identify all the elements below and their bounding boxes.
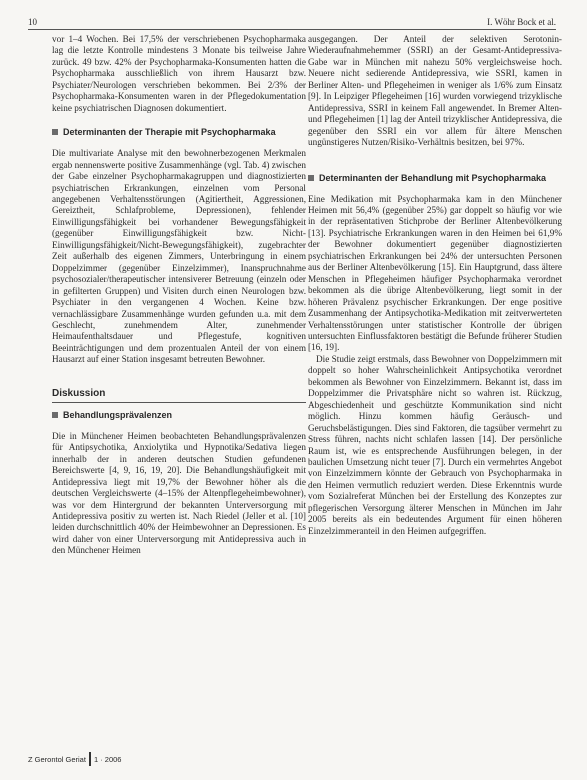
right-column <box>308 34 562 537</box>
paragraph: Die multivariate Analyse mit den bewohnerbezogenen Merkmalen ergab nennenswerte positive Zusammenhänge (vgl. Tab. 4) zwischen der Gabe einzelner Psychopharmakagruppen und diagnostizierten psychiatrischen Erkrankungen, einzelnen vom Personal angegebenen Verhaltensstörungen (Agitiertheit, Aggressionen, Gereiztheit, Schlafprobleme, Depressionen), fehlender Einwilligungsfähigkeit bei vorhandener Bewegungsfähigkeit (gegenüber Einwilligungsfähigkeit bzw. Nicht-Einwilligungsfähigkeit/Nicht-Bewegungsfähigkeit), zugebrachter Zeit außerhalb des eigenen Zimmers, Unterbringung in einem Doppelzimmer (gegenüber Einzelzimmer), Inanspruchnahme psychosozialer/therapeutischer intensiverer Betreuung (einzeln oder in gefilterten Gruppen) und Visiten durch einen Neurologen bzw. Psychiater in den vergangenen 4 Wochen. Keine bzw. vernachlässigbare Zusammenhänge wurden gefunden u.a. mit dem Geschlecht, zunehmendem Alter, zunehmender Heimaufenthaltsdauer und Pflegestufe, kognitiven Beeinträchtigungen und dem prozentualen Anteil der von einem Hausarzt auf einer Station insgesamt betreuten Bewohner. <box>52 148 306 365</box>
paragraph: Die Studie zeigt erstmals, dass Bewohner von Doppelzimmern mit doppelt so hoher Wahrscheinlichkeit Antipsychotika verordnet bekommen als Bewohner von Einzelzimmern. Bekannt ist, dass im Doppelzimmer die Privatsphäre nicht so wahren ist. Rückzug, Abgeschiedenheit und geschützte Kommunikation sind nicht möglich. Hinzu kommen häufig Geräusch- und Geruchsbelästigungen. Dies sind Faktoren, die tagsüber vermehrt zu Stress führen, nachts nicht schlafen lassen [14]. Der persönliche Raum ist, wie es entsprechende Ausführungen belegen, in der baulichen Umsetzung nicht teuer [7]. Durch ein vermehrtes Angebot von Einzelzimmern könnte der Gebrauch von Psychopharmaka in den Heimen vermutlich reduziert werden. Diese Erkenntnis wurde vom Sozialreferat München bei der Erstellung des Konzeptes zur pflegerischen Versorgung älterer Menschen in München im Jahr 2005 bereits als ein bedeutendes Argument für einen höheren Einzelzimmeranteil in den Heimen aufgegriffen. <box>308 353 562 536</box>
paragraph: ausgegangen. Der Anteil der selektiven Serotonin-Wiederaufnahmehemmer (SSRI) an der Gesamt-Antidepressiva-Gabe war in München mit nahezu 50% vergleichsweise hoch. Neuere nicht sedierende Antidepressiva, wie SSRI, kamen in Berliner Alten- und Pflegeheimen in weniger als 1/6% zum Einsatz [9]. In Leipziger Pflegeheimen [16] wurden vorwiegend trizyklische Antidepressiva, SSRI in keinem Fall angewendet. In Bremer Alten- und Pflegeheimen [1] lag der Anteil trizyklischer Antidepressiva, die gegenüber den SSRI ein vor allem für ältere Menschen ungünstigeres Nutzen/Risiko-Verhältnis besitzen, bei 97%. <box>308 34 562 148</box>
section-square-icon <box>52 129 58 135</box>
section-heading <box>52 127 306 138</box>
running-header-authors: I. Wöhr Bock et al. <box>487 17 556 27</box>
footer-bar <box>89 752 91 766</box>
section-heading-text: Determinanten der Therapie mit Psychopharmaka <box>63 127 276 138</box>
header-rule <box>28 29 556 30</box>
paragraph: vor 1–4 Wochen. Bei 17,5% der verschriebenen Psychopharmaka lag die letzte Kontrolle mindestens 3 Monate bis teilweise Jahre zurück. 49 bzw. 42% der Psychopharmaka-Konsumenten hatten die Psychopharmaka ausschließlich von ihrem Hausarzt bzw. Psychiater/Neurologen verschrieben bekommen. Bei 2/3% der Psychopharmaka-Konsumenten waren in der Pflegedokumentation keine psychiatrischen Diagnosen dokumentiert. <box>52 34 306 113</box>
journal-name: Z Gerontol Geriat <box>28 754 86 764</box>
section-square-icon <box>52 412 58 418</box>
footer <box>28 752 121 766</box>
section-heading <box>308 173 562 184</box>
journal-issue: 1 · 2006 <box>93 754 122 764</box>
section-heading <box>52 410 306 421</box>
page-number: 10 <box>28 17 37 27</box>
left-column <box>52 34 306 557</box>
paragraph: Die in Münchener Heimen beobachteten Behandlungsprävalenzen für Antipsychotika, Anxiolytika und Hypnotika/Sedativa liegen innerhalb der in anderen deutschen Studien gefundenen Bereichswerte [4, 9, 16, 19, 20]. Die Behandlungshäufigkeit mit Antidepressiva liegt mit 19,7% der Bewohner höher als die deutschen Vergleichswerte (4–15% der Altenpflegeheimbewohner), was vor dem Hintergrund der bekannten Unterversorgung mit Antidepressiva positiv zu werten ist. Nach Riedel (Jeller et al. [10] leiden durchschnittlich 40% der Heimbewohner an Depressionen. Es wird daher von einer Unterversorgung mit Antidepressiva auch in den Münchener Heimen <box>52 430 306 556</box>
main-heading: Diskussion <box>52 388 306 403</box>
section-square-icon <box>308 175 314 181</box>
section-heading-text: Determinanten der Behandlung mit Psychopharmaka <box>319 172 547 183</box>
paragraph: Eine Medikation mit Psychopharmaka kam in den Münchener Heimen mit 56,4% (gegenüber 25%) gar doppelt so häufig vor wie in der repräsentativen Stichprobe der Berliner Altenbevölkerung [13]. Psychiatrische Erkrankungen waren in den Heimen bei 61,9% der Bewohner dokumentiert gegenüber diagnostizierten psychiatrischen Erkrankungen bei 24% der untersuchten Personen aus der Berliner Altenbevölkerung [15]. Ein Hauptgrund, dass ältere Menschen in Pflegeheimen häufiger Psychopharmaka verordnet bekommen als die übrige Altenbevölkerung, liegt somit in der höheren Prävalenz psychischer Erkrankungen. Der enge positive Zusammenhang der Antipsychotika-Medikation mit zeitverwerteten Verhaltensstörungen unter statistischer Kontrolle der übrigen untersuchten Einflussfaktoren bestätigt die Befunde früherer Studien [16, 19]. <box>308 193 562 353</box>
section-heading-text: Behandlungsprävalenzen <box>63 409 173 420</box>
